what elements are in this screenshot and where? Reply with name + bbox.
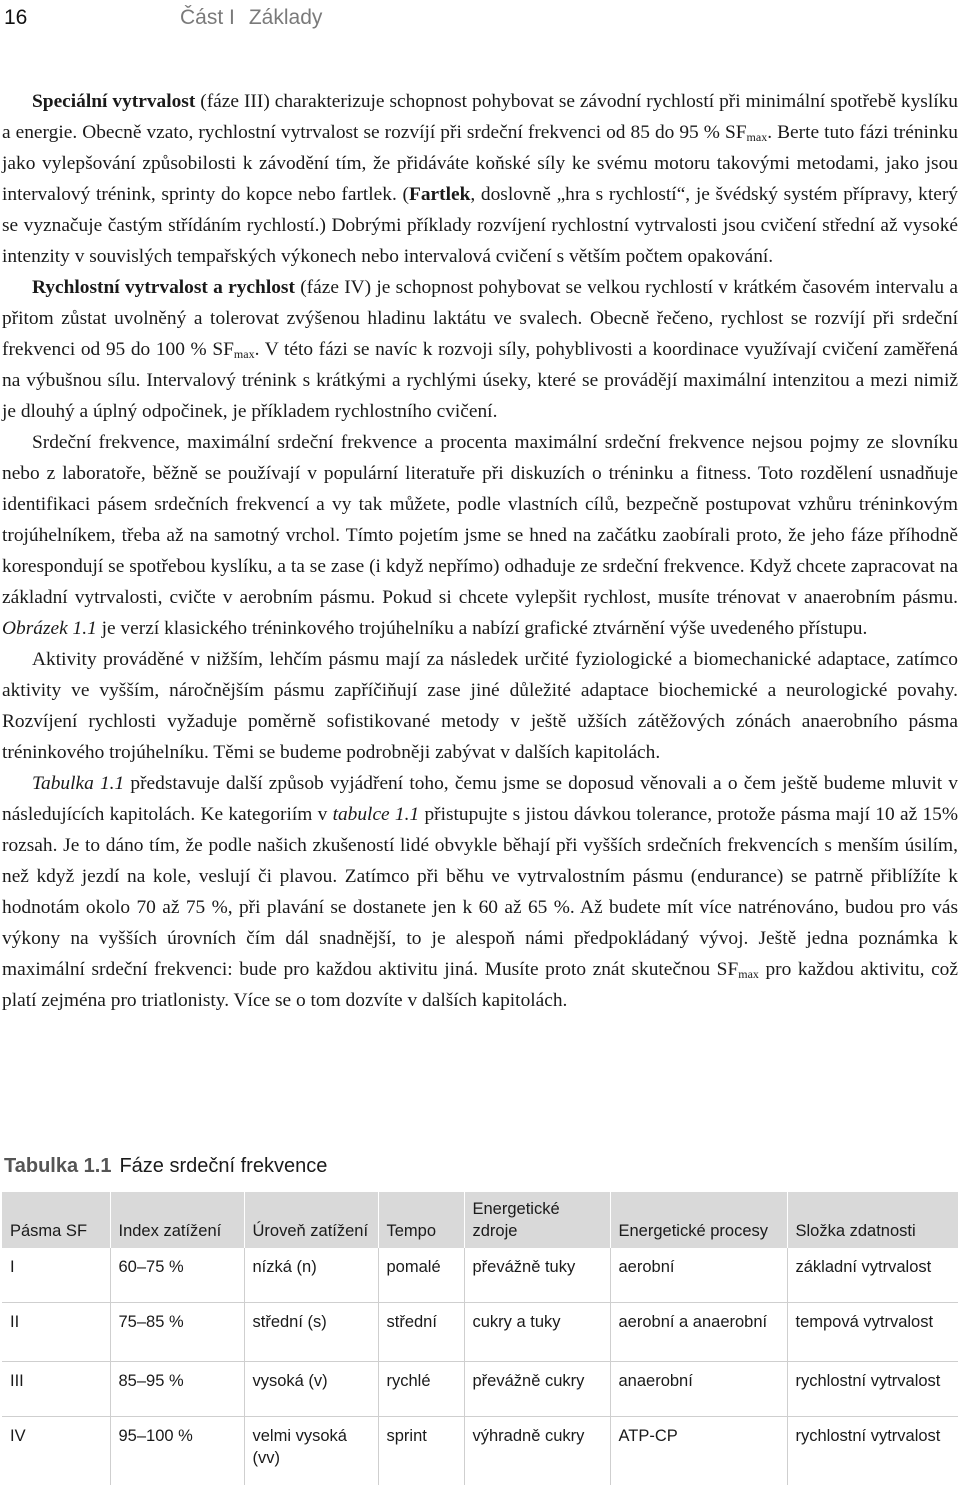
figure-reference: Obrázek 1.1	[2, 618, 97, 639]
text-run: představuje další způsob vyjádření toho, čemu jsme se doposud věnovali a o čem ještě budeme mluvit v následujících kapitolách. Ke kategoriím v	[2, 773, 958, 825]
page-number: 16	[4, 6, 27, 30]
table-cell: aerobní a anaerobní	[610, 1303, 787, 1362]
text-run: (fáze III) charakterizuje schopnost pohybovat se závodní rychlostí při minimální spotřebě kyslíku a energie. Obecně vzato, rychlostní vytrvalost se rozvíjí při srdeční frekvenci od 85 do 95 % SF	[2, 91, 958, 143]
table-cell: výhradně cukry	[464, 1417, 610, 1485]
table-row	[2, 1303, 958, 1362]
table-cell: rychlostní vytrvalost	[787, 1417, 958, 1485]
text-run: přistupujte s jistou dávkou tolerance, protože pásma mají 10 až 15% rozsah. Je to dáno tím, že podle našich zkušeností lidé obvykle běhají při vyšších srdečních frekvencích s menším úsilím, než když jezdí na kole, veslují či plavou. Zatímco při běhu ve vytrvalostním pásmu (endurance) se patrně přiblížíte k hodnotám okolo 70 až 75 %, při plavání se dostanete jen k 60 až 65 %. Až budete mít více natrénováno, budou pro vás výkony na vyšších úrovních čím dál snadnější, to je alespoň námi předpokládaný vývoj. Ještě jedna poznámka k maximální srdeční frekvenci: bude pro každou aktivitu jiná. Musíte proto znát skutečnou SF	[2, 804, 958, 980]
table-cell: vysoká (v)	[244, 1362, 378, 1417]
text-run: Srdeční frekvence, maximální srdeční frekvence a procenta maximální srdeční frekvence nejsou pojmy ze slovníku nebo z laboratoře, běžně se používají v populární literatuře při diskuzích o tréninku a fitness. Toto rozdělení usnadňuje identifikaci pásem srdečních frekvencí a vy tak můžete, podle vlastních cílů, bezpečně postupovat vzhůru tréninkovým trojúhelníkem, třeba až na samotný vrchol. Tímto pojetím jsme se hned na začátku zaobírali proto, že jeho fáze příhodně korespondují se spotřebou kyslíku, a ta se zase (i když nepřímo) odhaduje ze srdeční frekvence. Když chcete zapracovat na základní vytrvalosti, cvičte v aerobním pásmu. Pokud si chcete vylepšit rychlost, musíte trénovat v anaerobním pásmu.	[2, 432, 958, 608]
heart-rate-table	[2, 1192, 958, 1485]
table-label: Tabulka 1.1	[4, 1155, 111, 1177]
text-run: . Berte tuto fázi tréninku jako vylepšování způsobilosti k závodění tím, že přidáváte koňské síly ke svému motoru takovými metodami, jako jsou intervalový trénink, sprinty do kopce nebo fartlek. (	[2, 122, 958, 205]
table-cell: základní vytrvalost	[787, 1248, 958, 1303]
table-cell: velmi vysoká (vv)	[244, 1417, 378, 1485]
table-row	[2, 1362, 958, 1417]
table-cell: převážně tuky	[464, 1248, 610, 1303]
paragraph	[2, 86, 958, 272]
table-cell: I	[2, 1248, 110, 1303]
table-cell: cukry a tuky	[464, 1303, 610, 1362]
table-cell: rychlé	[378, 1362, 464, 1417]
text-run: Aktivity prováděné v nižším, lehčím pásmu mají za následek určité fyziologické a biomechanické adaptace, zatímco aktivity ve vyšším, náročnějším pásmu zapříčiňují zase jiné důležité adaptace biochemické a neurologické povahy. Rozvíjení rychlosti vyžaduje poměrně sofistikované metody v ještě užších zátěžových zónách anaerobního pásma tréninkového trojúhelníku. Těmi se budeme podrobněji zabývat v dalších kapitolách.	[2, 649, 958, 763]
term-bold: Speciální vytrvalost	[32, 91, 195, 112]
table-cell: III	[2, 1362, 110, 1417]
table-cell: 60–75 %	[110, 1248, 244, 1303]
table-title: Fáze srdeční frekvence	[119, 1155, 327, 1177]
body-text	[2, 86, 958, 1016]
table-row	[2, 1248, 958, 1303]
column-header: Složka zdatnosti	[787, 1192, 958, 1248]
table-cell: střední (s)	[244, 1303, 378, 1362]
paragraph	[2, 427, 958, 644]
table-cell: II	[2, 1303, 110, 1362]
table-cell: 85–95 %	[110, 1362, 244, 1417]
table-cell: 75–85 %	[110, 1303, 244, 1362]
column-header: Tempo	[378, 1192, 464, 1248]
table-header-row	[2, 1192, 958, 1248]
table-cell: anaerobní	[610, 1362, 787, 1417]
table-cell: IV	[2, 1417, 110, 1485]
text-run: pro každou aktivitu, což platí zejména pro triatlonisty. Více se o tom dozvíte v dalších kapitolách.	[2, 959, 958, 1011]
column-header: Pásma SF	[2, 1192, 110, 1248]
table-reference: tabulce 1.1	[333, 804, 420, 825]
column-header: Energetické zdroje	[464, 1192, 610, 1248]
table-cell: pomalé	[378, 1248, 464, 1303]
paragraph	[2, 644, 958, 768]
table-row	[2, 1417, 958, 1485]
table-caption	[4, 1155, 327, 1178]
section-label: Základy	[249, 6, 323, 29]
term-bold: Rychlostní vytrvalost a rychlost	[32, 277, 295, 298]
table-cell: tempová vytrvalost	[787, 1303, 958, 1362]
column-header: Úroveň zatížení	[244, 1192, 378, 1248]
table-cell: převážně cukry	[464, 1362, 610, 1417]
table-cell: rychlostní vytrvalost	[787, 1362, 958, 1417]
table-cell: aerobní	[610, 1248, 787, 1303]
table-cell: sprint	[378, 1417, 464, 1485]
subscript: max	[738, 967, 759, 981]
column-header: Energetické procesy	[610, 1192, 787, 1248]
term-bold: Fartlek	[409, 184, 470, 205]
paragraph	[2, 768, 958, 1016]
table-cell: nízká (n)	[244, 1248, 378, 1303]
column-header: Index zatížení	[110, 1192, 244, 1248]
text-run: je verzí klasického tréninkového trojúhelníku a nabízí grafické ztvárnění výše uvedeného přístupu.	[97, 618, 868, 639]
subscript: max	[234, 347, 255, 361]
table-cell: ATP-CP	[610, 1417, 787, 1485]
table-cell: 95–100 %	[110, 1417, 244, 1485]
part-label: Část I	[180, 6, 235, 29]
page-header	[0, 4, 960, 40]
text-run: . V této fázi se navíc k rozvoji síly, pohyblivosti a koordinace využívají cvičení zaměřená na výbušnou sílu. Intervalový trénink s krátkými a rychlými úseky, které se provádějí maximální intenzitou a mezi nimiž je dlouhý a úplný odpočinek, je příkladem rychlostního cvičení.	[2, 339, 958, 422]
text-run: , doslovně „hra s rychlostí“, je švédský systém přípravy, který se vyznačuje častým střídáním rychlostí.) Dobrými příklady rozvíjení rychlostní vytrvalosti jsou cvičení střední až vysoké intenzity v souvislých tempařských výkonech nebo intervalová cvičení s větším počtem opakování.	[2, 184, 958, 267]
paragraph	[2, 272, 958, 427]
table-reference: Tabulka 1.1	[32, 773, 124, 794]
running-head	[180, 6, 336, 30]
subscript: max	[747, 130, 768, 144]
text-run: (fáze IV) je schopnost pohybovat se velkou rychlostí v krátkém časovém intervalu a přitom zůstat uvolněný a tolerovat zvýšenou hladinu laktátu ve svalech. Obecně řečeno, rychlost se rozvíjí při srdeční frekvenci od 95 do 100 % SF	[2, 277, 958, 360]
table-cell: střední	[378, 1303, 464, 1362]
